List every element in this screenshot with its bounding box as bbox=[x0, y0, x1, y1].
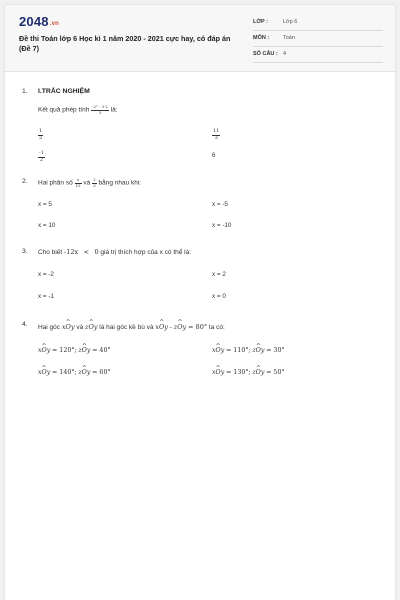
q2-option-c[interactable]: x = 10 bbox=[38, 222, 56, 229]
question-2-prompt: Hai phân số $\frac{x}{15}$ và $\frac{2}{3}$ bằng nhau khi: bbox=[38, 177, 142, 188]
document-title: Đề thi Toán lớp 6 Học kì 1 năm 2020 - 2021 cực hay, có đáp án (Đề 7) bbox=[19, 34, 231, 53]
q1-expression: $\frac{\text{-2² · 3·2}}{3}$ bbox=[92, 104, 108, 115]
q3-option-c[interactable]: x = -1 bbox=[38, 293, 54, 300]
q2-option-d[interactable]: x = -10 bbox=[212, 222, 232, 229]
q2-option-b[interactable]: x = -5 bbox=[212, 201, 228, 208]
q2-option-a[interactable]: x = 5 bbox=[38, 201, 52, 208]
q4-option-a[interactable]: ^ xOy = 120°; ^ zOy = 40° bbox=[38, 347, 111, 354]
meta-question-count: SỐ CÂU : 4 bbox=[253, 48, 383, 63]
meta-subject: MÔN : Toán bbox=[253, 32, 383, 47]
q3-option-d[interactable]: x = 0 bbox=[212, 293, 226, 300]
q1-option-d[interactable]: 6 bbox=[212, 152, 216, 159]
q1-option-b[interactable]: $\frac{11}{3}$ bbox=[213, 128, 220, 141]
question-1-number: 1. bbox=[22, 88, 28, 95]
question-3-prompt: Cho biết -12x < 0 giá trị thích hợp của x có thể là: bbox=[38, 248, 192, 256]
q3-option-a[interactable]: x = -2 bbox=[38, 271, 54, 278]
question-3-number: 3. bbox=[22, 248, 28, 255]
q1-option-c[interactable]: $\frac{-1}{2}$ bbox=[39, 150, 44, 163]
document-header bbox=[5, 5, 395, 72]
document-page bbox=[5, 5, 395, 600]
question-1-prompt: Kết quả phép tính $\frac{\text{-2² · 3·2}}{3}$ là: bbox=[38, 104, 118, 115]
question-2-number: 2. bbox=[22, 178, 28, 185]
q4-option-b[interactable]: ^ xOy = 110°; ^ zOy = 30° bbox=[212, 347, 285, 354]
section-heading: I.TRẮC NGHIỆM bbox=[38, 88, 90, 95]
q4-option-c[interactable]: ^ xOy = 140°; ^ zOy = 60° bbox=[38, 369, 111, 376]
q3-option-b[interactable]: x = 2 bbox=[212, 271, 226, 278]
q4-option-d[interactable]: ^ xOy = 130°; ^ zOy = 50° bbox=[212, 369, 285, 376]
meta-grade: LỚP : Lớp 6 bbox=[253, 16, 383, 31]
question-4-number: 4. bbox=[22, 321, 28, 328]
q1-option-a[interactable]: $\frac{1}{2}$ bbox=[39, 128, 43, 141]
question-4-prompt: Hai góc ^ xOy và ^ zOy là hai góc kề bù và ^ xOy - ^ zOy = 80° ta có: bbox=[38, 323, 225, 331]
site-logo[interactable]: 2048.vn bbox=[19, 14, 60, 29]
